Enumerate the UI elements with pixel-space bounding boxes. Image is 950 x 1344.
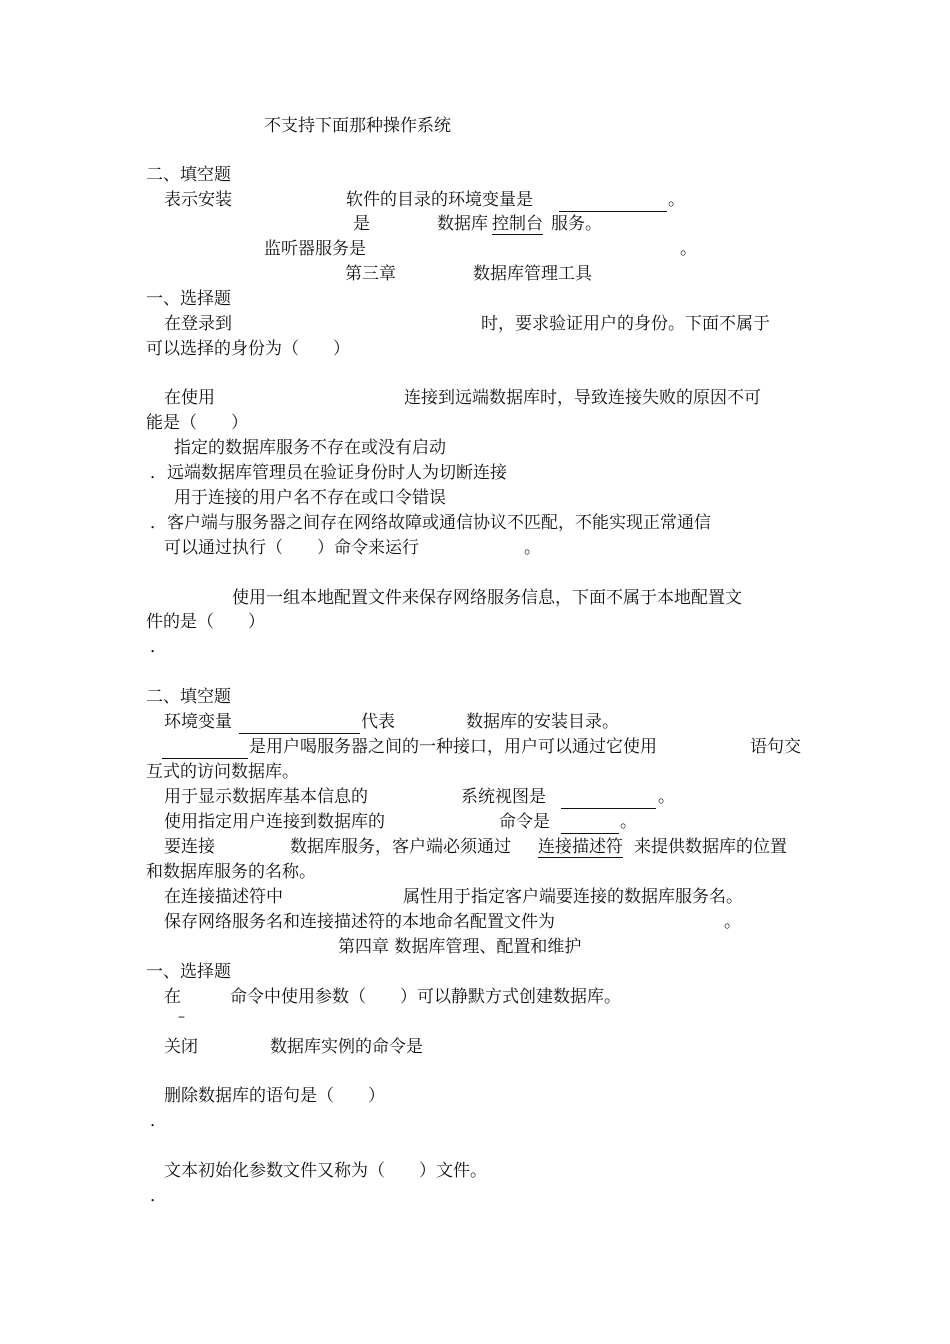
punctuation: 。 xyxy=(620,812,637,832)
fill-question-text: 监听器服务是 xyxy=(264,239,366,259)
question-text: 可以选择的身份为（ ） xyxy=(146,339,350,359)
fill-question-text: 使用指定用户连接到数据库的 xyxy=(164,812,385,832)
punctuation: 。 xyxy=(724,912,741,932)
fill-question-text: 表示安装 xyxy=(164,190,232,210)
question-text: 可以通过执行（ ）命令来运行 xyxy=(164,538,419,558)
section-heading: 二、填空题 xyxy=(146,687,231,707)
fill-question-text: 语句交 xyxy=(750,737,801,757)
section-heading: 一、选择题 xyxy=(146,289,231,309)
fill-question-text: 是 xyxy=(353,214,370,234)
fill-question-text: 保存网络服务名和连接描述符的本地命名配置文件为 xyxy=(164,912,555,932)
question-text: 使用一组本地配置文件来保存网络服务信息，下面不属于本地配置文 xyxy=(232,588,742,608)
answer-blank xyxy=(561,808,656,809)
underlined-answer: 连接描述符 xyxy=(538,837,623,857)
section-heading: 二、填空题 xyxy=(146,165,231,185)
answer-blank xyxy=(561,833,619,834)
answer-blank xyxy=(559,211,667,212)
question-text: 能是（ ） xyxy=(146,413,248,433)
question-text: 关闭 xyxy=(164,1037,198,1057)
chapter-title: 第四章 数据库管理、配置和维护 xyxy=(338,937,582,957)
fill-question-text: 来提供数据库的位置 xyxy=(634,837,787,857)
question-text: 在登录到 xyxy=(164,314,232,334)
fill-question-text: 系统视图是 xyxy=(461,787,546,807)
option-text: 用于连接的用户名不存在或口令错误 xyxy=(174,488,446,508)
answer-blank xyxy=(162,758,248,759)
question-text: 件的是（ ） xyxy=(146,612,265,632)
fill-question-text: 在连接描述符中 xyxy=(164,887,283,907)
question-text: 数据库实例的命令是 xyxy=(270,1037,423,1057)
fill-question-text: 数据库 xyxy=(437,214,488,234)
fill-question-text: 代表 xyxy=(361,712,395,732)
punctuation: 。 xyxy=(668,190,685,210)
chapter-title: 数据库管理工具 xyxy=(473,264,592,284)
question-text: 时，要求验证用户的身份。下面不属于 xyxy=(481,314,770,334)
option-text: ．远端数据库管理员在验证身份时人为切断连接 xyxy=(150,463,507,483)
underlined-answer: 控制台 xyxy=(492,214,543,234)
fill-question-text: 互式的访问数据库。 xyxy=(146,762,299,782)
question-text: 文本初始化参数文件又称为（ ）文件。 xyxy=(164,1161,487,1181)
option-text: ．客户端与服务器之间存在网络故障或通信协议不匹配，不能实现正常通信 xyxy=(150,513,711,533)
option-marker: ． xyxy=(150,1111,167,1131)
fill-question-text: 用于显示数据库基本信息的 xyxy=(164,787,368,807)
fill-question-text: 属性用于指定客户端要连接的数据库服务名。 xyxy=(403,887,743,907)
option-text: 指定的数据库服务不存在或没有启动 xyxy=(174,438,446,458)
punctuation: 。 xyxy=(524,538,541,558)
question-text: 在使用 xyxy=(164,388,215,408)
fill-question-text: 数据库的安装目录。 xyxy=(466,712,619,732)
fill-question-text: 软件的目录的环境变量是 xyxy=(346,190,533,210)
question-text: 连接到远端数据库时，导致连接失败的原因不可 xyxy=(404,388,761,408)
fill-question-text: 服务。 xyxy=(551,214,602,234)
chapter-title: 第三章 xyxy=(345,264,396,284)
option-marker: ． xyxy=(150,1186,167,1206)
section-heading: 一、选择题 xyxy=(146,962,231,982)
question-text: 不支持下面那种操作系统 xyxy=(264,116,451,136)
question-text: 删除数据库的语句是（ ） xyxy=(164,1086,385,1106)
option-marker: – xyxy=(178,1009,185,1025)
option-marker: ． xyxy=(150,637,167,657)
punctuation: 。 xyxy=(680,239,697,259)
fill-question-text: 和数据库服务的名称。 xyxy=(146,862,316,882)
fill-question-text: 数据库服务，客户端必须通过 xyxy=(290,837,511,857)
fill-question-text: 命令是 xyxy=(499,812,550,832)
fill-question-text: 要连接 xyxy=(164,837,215,857)
fill-question-text: 是用户喝服务器之间的一种接口，用户可以通过它使用 xyxy=(249,737,657,757)
fill-question-text: 环境变量 xyxy=(164,712,232,732)
answer-blank xyxy=(239,733,360,734)
question-text: 命令中使用参数（ ）可以静默方式创建数据库。 xyxy=(230,987,621,1007)
question-text: 在 xyxy=(164,987,181,1007)
punctuation: 。 xyxy=(658,787,675,807)
